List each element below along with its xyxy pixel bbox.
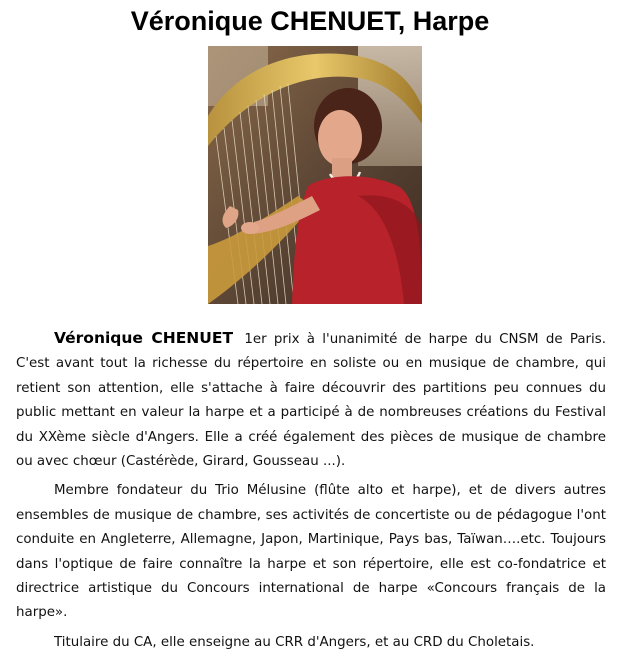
bio-paragraph-2: Membre fondateur du Trio Mélusine (flûte alto et harpe), et de divers autres ensembles de musique de chambre, ses activités de concertiste ou de pédagogue l'ont conduite en Angleterre, Allemagne, Japon, Martinique, Pays bas, Taïwan….etc. Toujours dans l'optique de faire connaître la harpe et son répertoire, elle est co-fondatrice et directrice artistique du Concours international de harpe «Concours français de la harpe». (16, 483, 606, 621)
bio-paragraph-1 (16, 326, 606, 474)
artist-name: Véronique CHENUET (54, 329, 234, 347)
bio-paragraph-1-text: 1er prix à l'unanimité de harpe du CNSM de Paris. C'est avant tout la richesse du répertoire en soliste ou en musique de chambre, qui retient son attention, elle s'attache à faire découvrir des partitions peu connues du public mettant en valeur la harpe et a participé à de nombreuses créations du Festival du XXème siècle d'Angers. Elle a créé également des pièces de musique de chambre ou avec chœur (Castérède, Girard, Gousseau ...). (16, 332, 606, 470)
biography (16, 326, 606, 660)
portrait-photo (208, 46, 422, 304)
page-title: Véronique CHENUET, Harpe (130, 6, 490, 36)
bio-paragraph-3: Titulaire du CA, elle enseigne au CRR d'Angers, et au CRD du Choletais. (54, 634, 535, 650)
